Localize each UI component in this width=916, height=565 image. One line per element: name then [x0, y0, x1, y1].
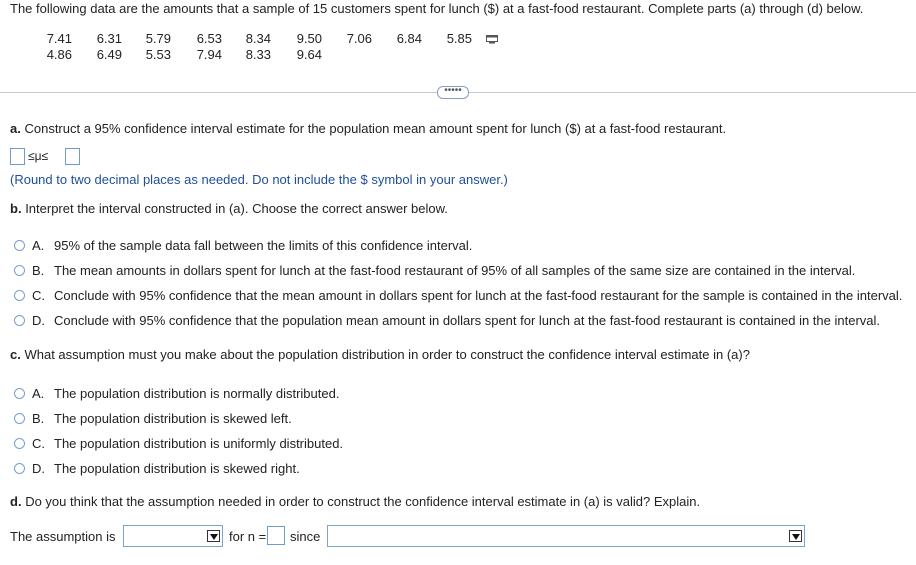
data-value: 5.85: [446, 31, 472, 46]
since-label: since: [290, 529, 321, 544]
option-letter: B.: [32, 263, 45, 278]
part-b-option-c[interactable]: [32, 288, 902, 303]
data-value: 7.41: [46, 31, 72, 46]
data-value: 6.53: [196, 31, 222, 46]
part-c-label: c.: [10, 347, 21, 362]
option-letter: B.: [32, 411, 45, 426]
for-n-label: for n =: [229, 529, 267, 544]
part-b-option-a[interactable]: [32, 238, 472, 253]
part-d-text: Do you think that the assumption needed in order to construct the confidence interval estimate in (a) is valid? Explain.: [25, 494, 701, 509]
data-value: 6.31: [96, 31, 122, 46]
part-a-question: [10, 121, 726, 136]
data-value: 4.86: [46, 47, 72, 62]
option-text: The population distribution is skewed left.: [54, 411, 292, 426]
assumption-prefix: The assumption is: [10, 529, 116, 544]
part-c-option-d[interactable]: [32, 461, 300, 476]
part-c-option-a-radio[interactable]: [14, 388, 25, 399]
part-c-option-b-radio[interactable]: [14, 413, 25, 424]
option-letter: D.: [32, 461, 45, 476]
data-value: 6.49: [96, 47, 122, 62]
reason-select[interactable]: [327, 525, 805, 547]
part-b-option-d-radio[interactable]: [14, 315, 25, 326]
part-a-hint: (Round to two decimal places as needed. Do not include the $ symbol in your answer.): [10, 172, 508, 187]
data-value: 5.53: [145, 47, 171, 62]
part-c-option-d-radio[interactable]: [14, 463, 25, 474]
part-d-question: [10, 494, 700, 509]
part-d-label: d.: [10, 494, 22, 509]
data-value: 7.06: [346, 31, 372, 46]
option-letter: A.: [32, 386, 45, 401]
interval-symbol: ≤μ≤: [28, 149, 49, 163]
option-text: The population distribution is uniformly distributed.: [54, 436, 344, 451]
part-c-text: What assumption must you make about the population distribution in order to construct the confidence interval estimate in (a)?: [24, 347, 750, 362]
option-letter: A.: [32, 238, 45, 253]
data-value: 6.84: [396, 31, 422, 46]
dropdown-arrow-icon: [207, 530, 220, 542]
part-c-option-c-radio[interactable]: [14, 438, 25, 449]
part-c-option-b[interactable]: [32, 411, 292, 426]
part-c-option-c[interactable]: [32, 436, 343, 451]
assumption-validity-select[interactable]: [123, 525, 223, 547]
part-c-option-a[interactable]: [32, 386, 339, 401]
part-a-label: a.: [10, 121, 21, 136]
part-b-option-d[interactable]: [32, 313, 880, 328]
option-letter: D.: [32, 313, 45, 328]
option-text: Conclude with 95% confidence that the mean amount in dollars spent for lunch at the fast-food restaurant for the sample is contained in the interval.: [54, 288, 903, 303]
sample-size-input[interactable]: [267, 526, 285, 545]
problem-intro: The following data are the amounts that a sample of 15 customers spent for lunch ($) at a fast-food restaurant. Complete parts (a) through (d) below.: [10, 1, 864, 16]
upper-bound-input[interactable]: [65, 148, 80, 165]
part-b-option-c-radio[interactable]: [14, 290, 25, 301]
option-text: The population distribution is normally distributed.: [54, 386, 340, 401]
option-text: The mean amounts in dollars spent for lunch at the fast-food restaurant of 95% of all samples of the same size are contained in the interval.: [54, 263, 856, 278]
data-value: 9.50: [296, 31, 322, 46]
part-c-question: [10, 347, 750, 362]
option-text: Conclude with 95% confidence that the population mean amount in dollars spent for lunch at the fast-food restaurant is contained in the interval.: [54, 313, 881, 328]
part-b-label: b.: [10, 201, 22, 216]
part-b-option-b-radio[interactable]: [14, 265, 25, 276]
option-letter: C.: [32, 436, 45, 451]
data-value: 9.64: [296, 47, 322, 62]
lower-bound-input[interactable]: [10, 148, 25, 165]
expand-more-button[interactable]: •••••: [437, 86, 469, 99]
data-value: 8.34: [245, 31, 271, 46]
option-letter: C.: [32, 288, 45, 303]
part-b-question: [10, 201, 448, 216]
part-a-text: Construct a 95% confidence interval estimate for the population mean amount spent for lunch ($) at a fast-food restaurant.: [24, 121, 727, 136]
dropdown-arrow-icon: [789, 530, 802, 542]
option-text: 95% of the sample data fall between the limits of this confidence interval.: [54, 238, 473, 253]
data-value: 7.94: [196, 47, 222, 62]
data-value: 5.79: [145, 31, 171, 46]
option-text: The population distribution is skewed right.: [54, 461, 300, 476]
data-value: 8.33: [245, 47, 271, 62]
copy-data-icon[interactable]: [486, 35, 498, 44]
part-b-text: Interpret the interval constructed in (a). Choose the correct answer below.: [25, 201, 448, 216]
part-b-option-b[interactable]: [32, 263, 855, 278]
part-b-option-a-radio[interactable]: [14, 240, 25, 251]
